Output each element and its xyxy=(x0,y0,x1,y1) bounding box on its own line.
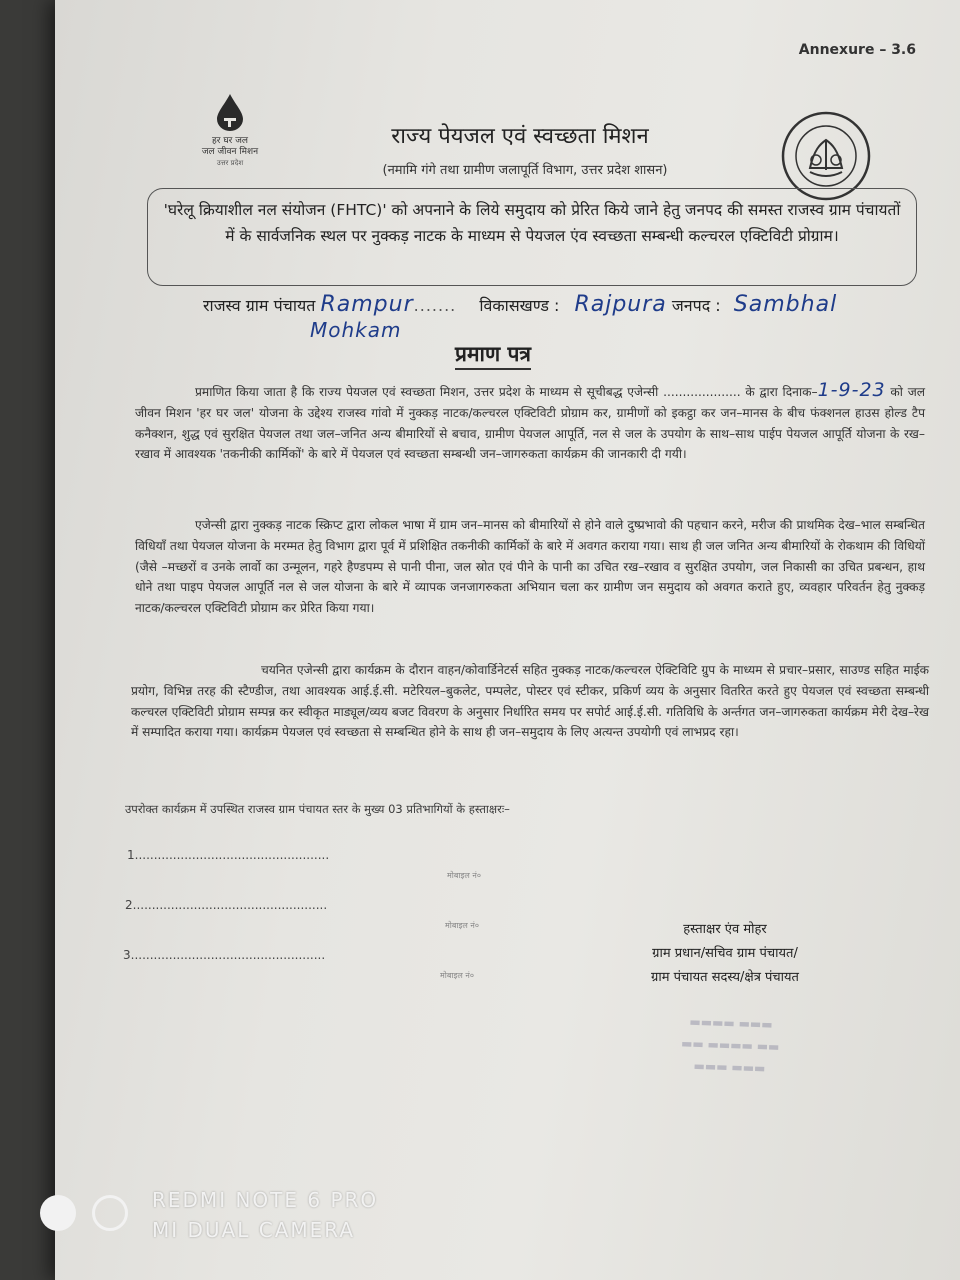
participant-line-1: 1................................................... xyxy=(127,848,330,862)
participant-line-3: 3................................................... xyxy=(123,948,326,962)
watermark-line1: REDMI NOTE 6 PRO xyxy=(152,1188,379,1212)
logo-line1: हर घर जल xyxy=(212,136,248,146)
signature-label: हस्ताक्षर एंव मोहर xyxy=(683,922,767,937)
paragraph-1: प्रमाणित किया जाता है कि राज्य पेयजल एवं स्वच्छता मिशन, उत्तर प्रदेश के माध्यम से सूचीबद्ध एजेन्सी .................... के द्वारा दिनाक–1-9-23 को जल जीवन मिशन 'हर घर जल' योजना के उद्देश्य राजस्व गांवो में नुक्कड़ नाटक/कल्चरल एक्टिविटी प्रोग्राम कर, ग्रामीणों को इकट्ठा कर जन–मानस के बीच फंक्शनल हाउस होल्ड टैप कनैक्शन, शुद्ध एवं सुरक्षित पेयजल तथा जल–जनित अन्य बीमारियों से बचाव, ग्रामीण पेयजल आपूर्ति, नल से जल के उपयोग के साथ–साथ पाईप पेयजल आपूर्ति योजना के रख–रखाव में आवश्यक 'तकनीकी कार्मिकों' के बारे में पेयजल एवं स्वच्छता सम्बन्धी जन–जागरुकता कार्यक्रम की जानकारी दी गयी। xyxy=(135,379,926,462)
panchayat-value: Rampur xyxy=(320,292,414,317)
block-label: विकासखण्ड : xyxy=(479,296,560,315)
watermark-dot-filled xyxy=(40,1195,76,1231)
certificate-title: प्रमाण पत्र xyxy=(455,340,531,370)
participant-mobile-3: मोबाइल नं० xyxy=(440,971,474,980)
participant-mobile-2: मोबाइल नं० xyxy=(445,921,479,930)
signatory-roles-1: ग्राम प्रधान/सचिव ग्राम पंचायत/ xyxy=(652,946,798,961)
participant-line-2: 2................................................... xyxy=(125,898,328,912)
panchayat-label: राजस्व ग्राम पंचायत xyxy=(203,296,316,315)
paragraph-3: चयनित एजेन्सी द्वारा कार्यक्रम के दौरान वाहन/कोवार्डिनेटर्स सहित नुक्कड़ नाटक/कल्चरल ऐक्टिविटि ग्रुप के माध्यम से प्रचार–प्रसार, साउण्ड सहित माईक प्रयोग, विभिन्न तरह की स्टैण्डीज, तथा आवश्यक आई.ई.सी. मटेरियल–बुकलेट, पम्पलेट, पोस्टर एवं स्टीकर, प्रकिर्ण व्यय के अनुसार वितरित करते हुए पेयजल एवं स्वच्छता सम्बन्धी कल्चरल एक्टिविटी प्रोग्राम सम्पन्न कर स्वीकृत माड्यूल/व्यय बजट विवरण के अनुसार निर्धारित समय पर सपोर्ट आई.ई.सी. गतिविधि के अर्न्तगत जन–जागरुकता कार्यक्रम मेरी देख–रेख में सम्पादित कराया गया। कार्यक्रम पेयजल एवं स्वच्छता से सम्बन्धित होने के साथ ही जन–समुदाय के लिए अत्यन्त उपयोगी एवं लाभप्रद रहा। xyxy=(131,663,929,740)
district-value: Sambhal xyxy=(733,292,838,317)
program-date: 1-9-23 xyxy=(817,379,886,401)
page-subtitle: (नमामि गंगे तथा ग्रामीण जलापूर्ति विभाग, उत्तर प्रदेश शासन) xyxy=(382,163,668,178)
camera-watermark xyxy=(152,1185,378,1245)
logo-line2: जल जीवन मिशन xyxy=(201,147,259,157)
watermark-dot-outline xyxy=(92,1195,128,1231)
watermark-line2: MI DUAL CAMERA xyxy=(152,1218,356,1242)
participants-intro: उपरोक्त कार्यक्रम में उपस्थित राजस्व ग्राम पंचायत स्तर के मुख्य 03 प्रतिभागियों के हस्ताक्षरः– xyxy=(125,802,510,816)
annexure-label: Annexure – 3.6 xyxy=(798,42,916,58)
har-ghar-jal-logo xyxy=(190,92,270,169)
district-label: जनपद : xyxy=(671,296,721,315)
signature-block xyxy=(595,918,855,990)
water-drop-icon xyxy=(213,92,247,132)
faded-stamp: ▬▬▬▬ ▬▬▬ ▬▬ ▬▬▬▬ ▬▬ ▬▬▬ ▬▬▬ xyxy=(680,1014,780,1076)
document-page xyxy=(55,0,960,1280)
panchayat-value-line2: Mohkam xyxy=(310,318,402,342)
block-value: Rajpura xyxy=(574,292,667,317)
logo-line3: उत्तर प्रदेश xyxy=(216,159,244,167)
page-title: राज्य पेयजल एवं स्वच्छता मिशन xyxy=(391,124,649,149)
signatory-roles-2: ग्राम पंचायत सदस्य/क्षेत्र पंचायत xyxy=(651,970,799,985)
paragraph-2: एजेन्सी द्वारा नुक्कड़ नाटक स्क्रिप्ट द्वारा लोकल भाषा में ग्राम जन–मानस को बीमारियों से होने वाले दुष्प्रभावो की पहचान करने, मरीज की प्राथमिक देख–भाल सम्बन्धित विधियाँ तथा पेयजल योजना के मरम्मत हेतु विभाग द्वारा पूर्व में प्रशिक्षित तकनीकी कार्मिकों के बारे में अवगत कराया गया। साथ ही जल जनित अन्य बीमारियों के रोकथाम की विधियों (जैसे –मच्छरों व उनके लार्वो का उन्मूलन, गहरे हैण्डपम्प से पानी पीना, जल स्रोत एवं पीने के पानी का उचित रख–रखाव व सुरक्षित उपयोग, जल निकासी का उचित प्रबन्धन, हाथ धोने तथा पाइप पेयजल आपूर्ति नल से जल योजना के बारे में व्यापक जनजागरुकता अभियान चला कर ग्रामीण जन समुदाय को अवगत कराते हुए, व्यवहार परिवर्तन हेतु नुक्कड़ नाटक/कल्चरल एक्टिविटी प्रोग्राम कर प्रेरित किया गया। xyxy=(135,518,925,616)
participant-mobile-1: मोबाइल नं० xyxy=(447,871,481,880)
program-description-box: 'घरेलू क्रियाशील नल संयोजन (FHTC)' को अपनाने के लिये समुदाय को प्रेरित किये जाने हेतु जनपद की समस्त राजस्व ग्राम पंचायतों में के सार्वजनिक स्थल पर नुक्कड़ नाटक के माध्यम से पेयजल एंव स्वच्छता सम्बन्धी कल्चरल एक्टिविटी प्रोग्राम। xyxy=(147,188,917,286)
location-fill-row: राजस्व ग्राम पंचायत Rampur....... विकासखण्ड : Rajpura जनपद : Sambhal xyxy=(203,292,838,317)
